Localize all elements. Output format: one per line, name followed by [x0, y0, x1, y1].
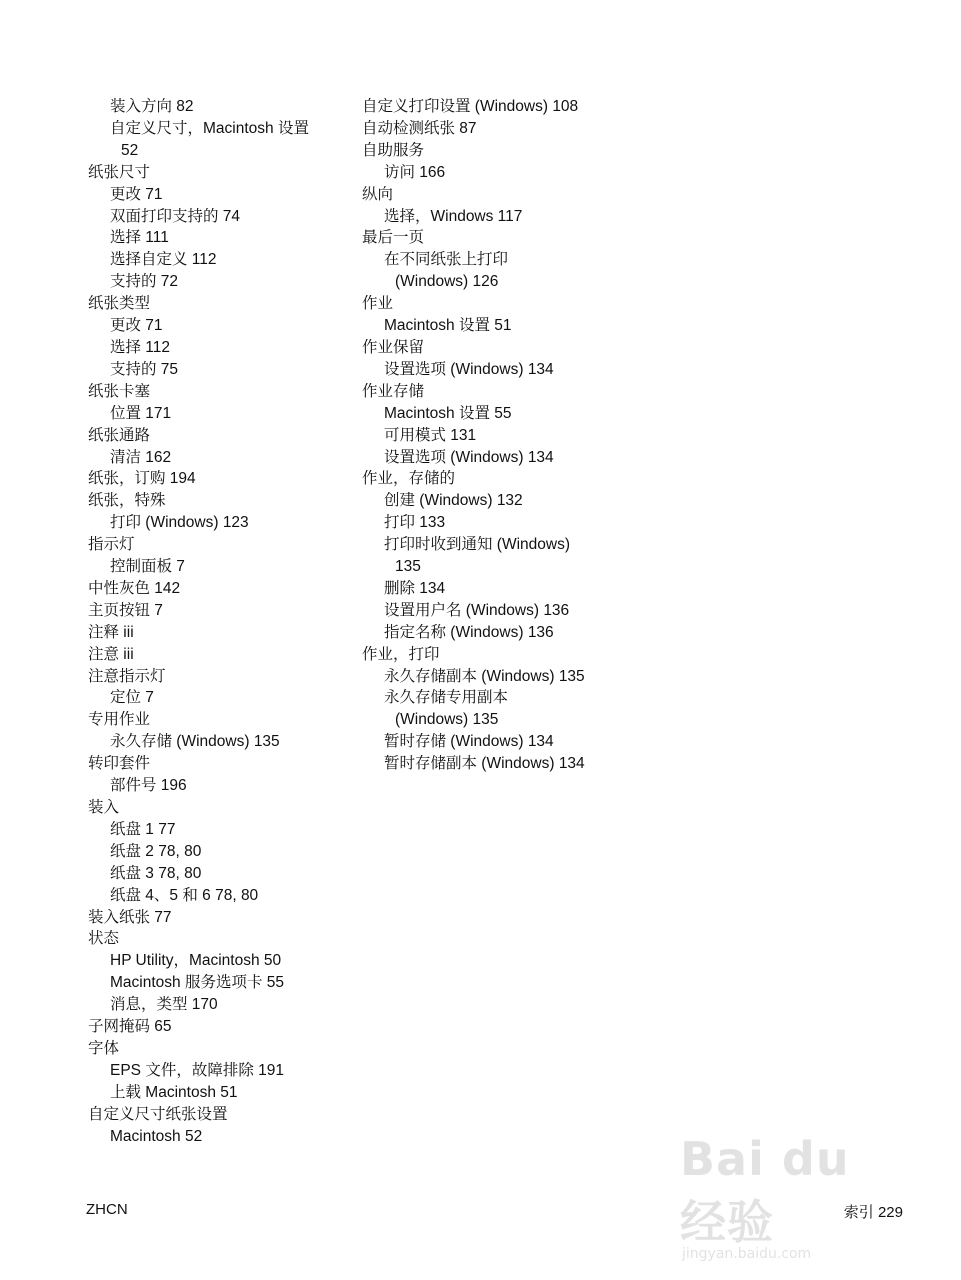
index-subentry: 位置 171: [110, 404, 172, 422]
index-entry: 状态: [88, 930, 120, 948]
index-subentry: 自定义尺寸，Macintosh 设置: [110, 119, 309, 137]
index-subentry: 上载 Macintosh 51: [110, 1083, 238, 1101]
index-subentry: 打印 133: [384, 514, 446, 532]
index-entry: 纸张尺寸: [88, 163, 151, 181]
index-entry: 子网掩码 65: [88, 1018, 172, 1036]
index-subentry: 135: [395, 558, 421, 576]
index-subentry: 支持的 72: [110, 273, 179, 291]
index-entry: 自助服务: [362, 141, 425, 159]
index-subentry: HP Utility，Macintosh 50: [110, 952, 282, 970]
index-entry: 注意指示灯: [88, 667, 166, 685]
index-subentry: 在不同纸张上打印: [384, 251, 509, 269]
index-subentry: 消息，类型 170: [110, 996, 218, 1014]
index-entry: 作业，存储的: [362, 470, 456, 488]
index-entry: 中性灰色 142: [88, 579, 181, 597]
index-subentry: 指定名称 (Windows) 136: [384, 623, 554, 641]
index-subentry: 打印 (Windows) 123: [110, 514, 249, 532]
index-subentry: 支持的 75: [110, 360, 179, 378]
index-subentry: 设置选项 (Windows) 134: [384, 360, 554, 378]
index-entry: 自定义打印设置 (Windows) 108: [362, 98, 579, 115]
watermark-url: jingyan.baidu.com: [682, 1246, 812, 1262]
index-entry: 作业存储: [362, 382, 425, 400]
index-entry: 注意 iii: [88, 645, 134, 663]
index-entry: 纸张类型: [88, 295, 151, 313]
index-entry: 纸张，特殊: [88, 492, 166, 510]
index-subentry: 纸盘 1 77: [110, 820, 176, 838]
index-subentry: 永久存储专用副本: [384, 689, 509, 707]
index-entry: 最后一页: [362, 229, 425, 247]
index-subentry: 52: [121, 141, 139, 159]
index-subentry: 纸盘 2 78, 80: [110, 842, 202, 860]
index-subentry: Macintosh 设置 51: [384, 317, 512, 335]
index-entry: 纸张，订购 194: [88, 470, 196, 488]
footer-page-number: 索引 229: [843, 1204, 903, 1221]
index-subentry: 删除 134: [384, 579, 446, 597]
index-entry: 装入: [88, 799, 120, 816]
index-entry: 作业，打印: [362, 645, 440, 663]
index-entry: 纸张卡塞: [88, 382, 151, 400]
index-subentry: 定位 7: [110, 689, 154, 707]
index-subentry: (Windows) 126: [395, 273, 499, 291]
index-subentry: 部件号 196: [110, 777, 187, 795]
index-entry: 作业: [362, 295, 394, 313]
index-subentry: 暂时存储副本 (Windows) 134: [384, 755, 585, 773]
index-subentry: 永久存储 (Windows) 135: [110, 733, 280, 751]
index-subentry: 设置用户名 (Windows) 136: [384, 601, 570, 619]
index-entry: 主页按钮 7: [88, 601, 163, 619]
index-subentry: Macintosh 设置 55: [384, 404, 512, 422]
index-entry: 字体: [88, 1039, 120, 1057]
index-subentry: 选择 111: [110, 229, 169, 247]
index-entry: 纵向: [362, 185, 394, 203]
index-subentry: 选择，Windows 117: [384, 207, 523, 225]
index-column-left: [88, 96, 348, 1148]
index-entry: 专用作业: [88, 711, 151, 729]
index-entry: 指示灯: [88, 536, 135, 554]
index-subentry: 选择自定义 112: [110, 251, 217, 269]
index-subentry: 打印时收到通知 (Windows): [384, 536, 571, 554]
index-subentry: 访问 166: [384, 163, 446, 181]
index-entry: 自动检测纸张 87: [362, 119, 477, 137]
index-subentry: EPS 文件，故障排除 191: [110, 1061, 284, 1079]
index-subentry: 更改 71: [110, 317, 163, 335]
index-entry: 纸张通路: [88, 426, 151, 444]
index-subentry: 设置选项 (Windows) 134: [384, 448, 554, 466]
index-subentry: 永久存储副本 (Windows) 135: [384, 667, 585, 685]
index-subentry: 可用模式 131: [384, 426, 477, 444]
index-entry: 注释 iii: [88, 623, 134, 641]
index-subentry: 更改 71: [110, 185, 163, 203]
index-entry: 自定义尺寸纸张设置: [88, 1105, 228, 1123]
index-subentry: Macintosh 服务选项卡 55: [110, 974, 284, 992]
index-subentry: 创建 (Windows) 132: [384, 492, 523, 510]
index-column-right: [362, 96, 622, 775]
index-subentry: 装入方向 82: [110, 98, 194, 115]
index-entry: 装入纸张 77: [88, 908, 172, 926]
index-subentry: (Windows) 135: [395, 711, 499, 729]
index-subentry: 控制面板 7: [110, 558, 185, 576]
index-entry: 转印套件: [88, 755, 151, 773]
index-entry: 作业保留: [362, 338, 425, 356]
index-subentry: 清洁 162: [110, 448, 172, 466]
footer-locale: ZHCN: [86, 1201, 128, 1218]
index-subentry: 纸盘 3 78, 80: [110, 864, 202, 882]
index-subentry: 选择 112: [110, 338, 171, 356]
index-subentry: Macintosh 52: [110, 1127, 203, 1145]
index-subentry: 暂时存储 (Windows) 134: [384, 733, 554, 751]
index-subentry: 纸盘 4、5 和 6 78, 80: [110, 886, 259, 904]
watermark-logo: Bai du 经验: [680, 1132, 850, 1249]
baidu-watermark: [680, 1132, 910, 1262]
index-subentry: 双面打印支持的 74: [110, 207, 241, 225]
